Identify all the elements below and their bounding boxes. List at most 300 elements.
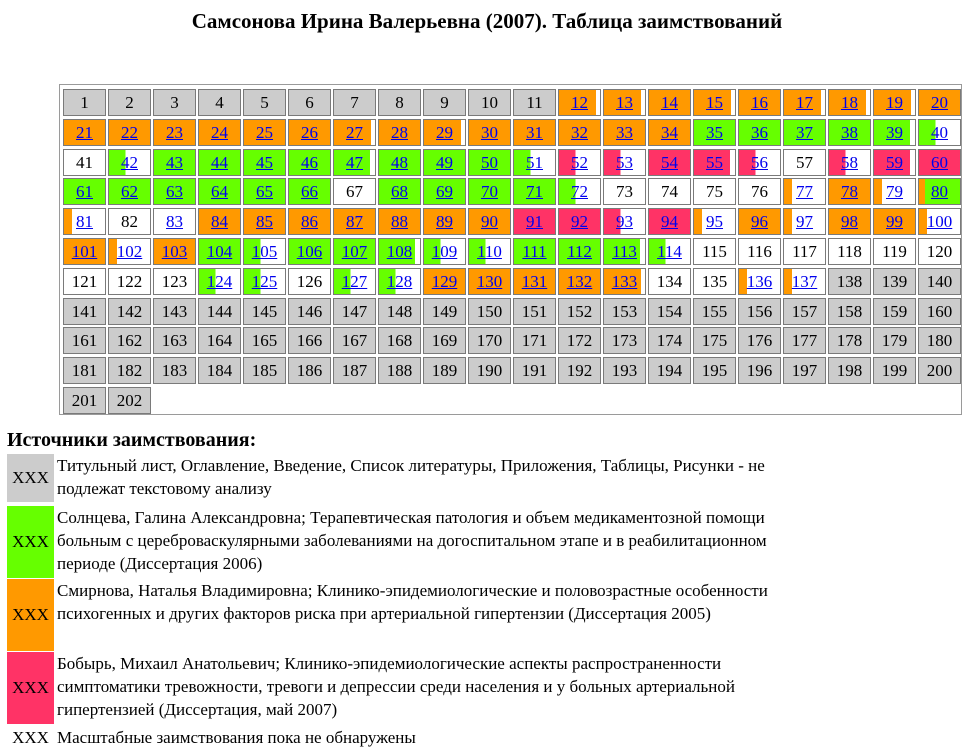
page-cell-88[interactable] xyxy=(378,208,421,235)
page-link[interactable]: 39 xyxy=(886,122,903,142)
page-title: Самсонова Ирина Валерьевна (2007). Таблица заимствований xyxy=(191,9,783,33)
page-link[interactable]: 46 xyxy=(301,152,318,172)
page-cell-80[interactable] xyxy=(918,178,961,205)
page-cell-129[interactable] xyxy=(423,268,466,295)
page-link[interactable]: 64 xyxy=(211,182,228,202)
page-link[interactable]: 65 xyxy=(256,182,273,202)
page-cell-33[interactable] xyxy=(603,119,646,146)
page-cell-107[interactable] xyxy=(333,238,376,265)
page-cell-98[interactable] xyxy=(828,208,871,235)
page-cell-95[interactable] xyxy=(693,208,736,235)
page-number: 170 xyxy=(476,331,503,351)
page-number: 182 xyxy=(116,361,143,381)
page-number: 75 xyxy=(706,182,723,202)
page-link[interactable]: 79 xyxy=(886,182,903,202)
page-link[interactable]: 88 xyxy=(391,212,408,232)
page-number: 141 xyxy=(71,301,98,321)
page-link[interactable]: 25 xyxy=(256,122,273,142)
page-cell-105[interactable] xyxy=(243,238,286,265)
page-cell-21[interactable] xyxy=(63,119,106,146)
page-cell-46[interactable] xyxy=(288,149,331,176)
page-link[interactable]: 18 xyxy=(841,93,858,112)
source-description: Солнцева, Галина Александровна; Терапевтическая патология и объем медикаментозной помощи больным с цереброваскулярными заболеваниями на догоспитальном этапе и в реабилитационном периоде (Диссертация 2006) xyxy=(57,508,767,573)
page-link[interactable]: 131 xyxy=(521,271,548,291)
page-cell-145 xyxy=(243,298,286,325)
page-cell-40[interactable] xyxy=(918,119,961,146)
page-cell-47[interactable] xyxy=(333,149,376,176)
page-link[interactable]: 23 xyxy=(166,122,183,142)
page-link[interactable]: 130 xyxy=(476,271,503,291)
page-link[interactable]: 12 xyxy=(571,93,588,112)
page-cell-81[interactable] xyxy=(63,208,106,235)
page-link[interactable]: 94 xyxy=(661,212,678,232)
page-cell-61[interactable] xyxy=(63,178,106,205)
page-link[interactable]: 28 xyxy=(391,122,408,142)
page-link[interactable]: 128 xyxy=(386,271,413,291)
source-description: Смирнова, Наталья Владимировна; Клинико-эпидемиологические и половозрастные особенности психогенных и других факторов риска при артериальной гипертензии (Диссертация 2005) xyxy=(57,581,768,623)
page-cell-147 xyxy=(333,298,376,325)
page-cell-100[interactable] xyxy=(918,208,961,235)
page-number: 144 xyxy=(206,301,233,321)
page-cell-114[interactable] xyxy=(648,238,691,265)
page-cell-170 xyxy=(468,327,511,354)
page-link[interactable]: 44 xyxy=(211,152,228,172)
page-cell-83[interactable] xyxy=(153,208,196,235)
page-number: 143 xyxy=(161,301,188,321)
page-link[interactable]: 50 xyxy=(481,152,498,172)
page-cell-17[interactable] xyxy=(783,89,826,116)
page-link[interactable]: 106 xyxy=(296,242,323,261)
page-cell-49[interactable] xyxy=(423,149,466,176)
page-number: 154 xyxy=(656,301,683,321)
page-link[interactable]: 51 xyxy=(526,152,543,172)
page-number: 126 xyxy=(296,271,323,291)
page-link[interactable]: 125 xyxy=(251,271,278,291)
page-cell-37[interactable] xyxy=(783,119,826,146)
page-link[interactable]: 89 xyxy=(436,212,453,232)
page-cell-68[interactable] xyxy=(378,178,421,205)
page-link[interactable]: 133 xyxy=(611,271,638,291)
page-cell-142 xyxy=(108,298,151,325)
page-cell-79[interactable] xyxy=(873,178,916,205)
page-number: 187 xyxy=(341,361,368,381)
page-cell-101[interactable] xyxy=(63,238,106,265)
page-cell-179 xyxy=(873,327,916,354)
page-cell-20[interactable] xyxy=(918,89,961,116)
page-cell-178 xyxy=(828,327,871,354)
page-link[interactable]: 105 xyxy=(251,242,278,261)
page-cell-26[interactable] xyxy=(288,119,331,146)
page-number: 189 xyxy=(431,361,458,381)
page-cell-141 xyxy=(63,298,106,325)
page-cell-110[interactable] xyxy=(468,238,511,265)
page-link[interactable]: 129 xyxy=(431,271,458,291)
page-cell-75 xyxy=(693,178,736,205)
page-cell-193 xyxy=(603,357,646,384)
page-link[interactable]: 84 xyxy=(211,212,228,232)
page-link[interactable]: 102 xyxy=(116,242,143,261)
page-cell-56[interactable] xyxy=(738,149,781,176)
page-link[interactable]: 98 xyxy=(841,212,858,232)
page-link[interactable]: 48 xyxy=(391,152,408,172)
page-link[interactable]: 40 xyxy=(931,122,948,142)
page-link[interactable]: 127 xyxy=(341,271,368,291)
page-cell-66[interactable] xyxy=(288,178,331,205)
page-number: 162 xyxy=(116,331,143,351)
page-cell-156 xyxy=(738,298,781,325)
page-link[interactable]: 137 xyxy=(791,271,818,291)
page-cell-137[interactable] xyxy=(783,268,826,295)
page-cell-42[interactable] xyxy=(108,149,151,176)
page-cell-24[interactable] xyxy=(198,119,241,146)
page-cell-94[interactable] xyxy=(648,208,691,235)
page-cell-45[interactable] xyxy=(243,149,286,176)
page-number: 139 xyxy=(881,271,908,291)
page-link[interactable]: 68 xyxy=(391,182,408,202)
page-link[interactable]: 77 xyxy=(796,182,813,202)
page-cell-55[interactable] xyxy=(693,149,736,176)
page-link[interactable]: 37 xyxy=(796,122,813,142)
page-cell-59[interactable] xyxy=(873,149,916,176)
page-link[interactable]: 72 xyxy=(571,182,588,202)
page-link[interactable]: 19 xyxy=(886,93,903,112)
page-cell-87[interactable] xyxy=(333,208,376,235)
page-number: 142 xyxy=(116,301,143,321)
page-cell-113[interactable] xyxy=(603,238,646,265)
page-number: 202 xyxy=(116,391,143,410)
page-number: 190 xyxy=(476,361,503,381)
page-cell-196 xyxy=(738,357,781,384)
page-cell-28[interactable] xyxy=(378,119,421,146)
page-number: 194 xyxy=(656,361,683,381)
page-link[interactable]: 92 xyxy=(571,212,588,232)
page-cell-31[interactable] xyxy=(513,119,556,146)
page-cell-112[interactable] xyxy=(558,238,601,265)
page-cell-197 xyxy=(783,357,826,384)
page-cell-89[interactable] xyxy=(423,208,466,235)
page-cell-99[interactable] xyxy=(873,208,916,235)
page-link[interactable]: 21 xyxy=(76,122,93,142)
page-cell-35[interactable] xyxy=(693,119,736,146)
page-link[interactable]: 35 xyxy=(706,122,723,142)
page-link[interactable]: 103 xyxy=(161,242,188,261)
page-cell-5 xyxy=(243,89,286,116)
page-number: 121 xyxy=(71,271,98,291)
page-cell-67 xyxy=(333,178,376,205)
page-cell-44[interactable] xyxy=(198,149,241,176)
page-link[interactable]: 38 xyxy=(841,122,858,142)
page-cell-14[interactable] xyxy=(648,89,691,116)
page-cell-162 xyxy=(108,327,151,354)
page-link[interactable]: 132 xyxy=(566,271,593,291)
page-cell-53[interactable] xyxy=(603,149,646,176)
page-number: 181 xyxy=(71,361,98,381)
page-cell-124[interactable] xyxy=(198,268,241,295)
page-cell-70[interactable] xyxy=(468,178,511,205)
page-cell-65[interactable] xyxy=(243,178,286,205)
page-number: 151 xyxy=(521,301,548,321)
page-cell-63[interactable] xyxy=(153,178,196,205)
page-cell-51[interactable] xyxy=(513,149,556,176)
page-link[interactable]: 108 xyxy=(386,242,413,261)
page-number: 122 xyxy=(116,271,143,291)
page-cell-16[interactable] xyxy=(738,89,781,116)
page-cell-127[interactable] xyxy=(333,268,376,295)
page-cell-186 xyxy=(288,357,331,384)
page-link[interactable]: 70 xyxy=(481,182,498,202)
source-description: Бобырь, Михаил Анатольевич; Клинико-эпидемиологические аспекты распространенности симптоматики тревожности, тревоги и депрессии среди населения и у больных артериальной гипертензией (Диссертация, май 2007) xyxy=(57,654,735,719)
sources-title: Источники заимствования: xyxy=(7,429,257,451)
page-cell-184 xyxy=(198,357,241,384)
page-cell-23[interactable] xyxy=(153,119,196,146)
page-link[interactable]: 26 xyxy=(301,122,318,142)
page-number: 159 xyxy=(881,301,908,321)
page-cell-136[interactable] xyxy=(738,268,781,295)
page-link[interactable]: 52 xyxy=(571,152,588,172)
page-cell-74 xyxy=(648,178,691,205)
page-cell-85[interactable] xyxy=(243,208,286,235)
page-cell-15[interactable] xyxy=(693,89,736,116)
page-cell-195 xyxy=(693,357,736,384)
page-cell-48[interactable] xyxy=(378,149,421,176)
page-cell-12[interactable] xyxy=(558,89,601,116)
page-link[interactable]: 16 xyxy=(751,93,768,112)
page-link[interactable]: 124 xyxy=(206,271,233,291)
page-number: 158 xyxy=(836,301,863,321)
page-link[interactable]: 24 xyxy=(211,122,228,142)
page-link[interactable]: 112 xyxy=(567,242,592,261)
page-link[interactable]: 107 xyxy=(341,242,368,261)
page-number: 148 xyxy=(386,301,413,321)
page-cell-50[interactable] xyxy=(468,149,511,176)
page-link[interactable]: 63 xyxy=(166,182,183,202)
page-cell-32[interactable] xyxy=(558,119,601,146)
page-number: 140 xyxy=(926,271,953,291)
page-link[interactable]: 59 xyxy=(886,152,903,172)
page-cell-108[interactable] xyxy=(378,238,421,265)
page-cell-115 xyxy=(693,238,736,265)
page-cell-43[interactable] xyxy=(153,149,196,176)
page-number: 156 xyxy=(746,301,773,321)
page-cell-169 xyxy=(423,327,466,354)
page-link[interactable]: 114 xyxy=(657,242,682,261)
page-cell-155 xyxy=(693,298,736,325)
page-link[interactable]: 60 xyxy=(931,152,948,172)
page-link[interactable]: 113 xyxy=(612,242,637,261)
page-cell-191 xyxy=(513,357,556,384)
page-cell-109[interactable] xyxy=(423,238,466,265)
page-cell-77[interactable] xyxy=(783,178,826,205)
page-cell-60[interactable] xyxy=(918,149,961,176)
page-number: 11 xyxy=(526,93,543,112)
page-cell-27[interactable] xyxy=(333,119,376,146)
page-cell-36[interactable] xyxy=(738,119,781,146)
page-cell-103[interactable] xyxy=(153,238,196,265)
page-cell-25[interactable] xyxy=(243,119,286,146)
page-link[interactable]: 43 xyxy=(166,152,183,172)
page-link[interactable]: 66 xyxy=(301,182,318,202)
page-cell-13[interactable] xyxy=(603,89,646,116)
page-cell-97[interactable] xyxy=(783,208,826,235)
page-cell-183 xyxy=(153,357,196,384)
page-link[interactable]: 87 xyxy=(346,212,363,232)
page-number: 115 xyxy=(702,242,727,261)
page-cell-161 xyxy=(63,327,106,354)
page-cell-171 xyxy=(513,327,556,354)
page-link[interactable]: 69 xyxy=(436,182,453,202)
page-link[interactable]: 80 xyxy=(931,182,948,202)
page-link[interactable]: 85 xyxy=(256,212,273,232)
page-cell-132[interactable] xyxy=(558,268,601,295)
page-link[interactable]: 54 xyxy=(661,152,678,172)
page-cell-172 xyxy=(558,327,601,354)
page-link[interactable]: 14 xyxy=(661,93,678,112)
page-cell-92[interactable] xyxy=(558,208,601,235)
page-cell-62[interactable] xyxy=(108,178,151,205)
page-link[interactable]: 13 xyxy=(616,93,633,112)
page-link[interactable]: 136 xyxy=(746,271,773,291)
page-link[interactable]: 78 xyxy=(841,182,858,202)
page-link[interactable]: 45 xyxy=(256,152,273,172)
page-cell-52[interactable] xyxy=(558,149,601,176)
page-link[interactable]: 20 xyxy=(931,93,948,112)
page-number: 147 xyxy=(341,301,368,321)
page-cell-38[interactable] xyxy=(828,119,871,146)
page-cell-39[interactable] xyxy=(873,119,916,146)
page-cell-54[interactable] xyxy=(648,149,691,176)
page-link[interactable]: 93 xyxy=(616,212,633,232)
page-cell-175 xyxy=(693,327,736,354)
page-number: 198 xyxy=(836,361,863,381)
page-link[interactable]: 104 xyxy=(206,242,233,261)
page-cell-64[interactable] xyxy=(198,178,241,205)
page-link[interactable]: 15 xyxy=(706,93,723,112)
page-number: 165 xyxy=(251,331,278,351)
page-cell-58[interactable] xyxy=(828,149,871,176)
page-link[interactable]: 22 xyxy=(121,122,138,142)
page-link[interactable]: 97 xyxy=(796,212,813,232)
page-number: 67 xyxy=(346,182,363,202)
page-cell-182 xyxy=(108,357,151,384)
page-link[interactable]: 61 xyxy=(76,182,93,202)
page-cell-93[interactable] xyxy=(603,208,646,235)
page-link[interactable]: 110 xyxy=(477,242,502,261)
page-link[interactable]: 32 xyxy=(571,122,588,142)
page-cell-167 xyxy=(333,327,376,354)
page-cell-133[interactable] xyxy=(603,268,646,295)
page-link[interactable]: 42 xyxy=(121,152,138,172)
page-cell-72[interactable] xyxy=(558,178,601,205)
page-number: 116 xyxy=(747,242,772,261)
page-cell-22[interactable] xyxy=(108,119,151,146)
page-link[interactable]: 27 xyxy=(346,122,363,142)
page-cell-91[interactable] xyxy=(513,208,556,235)
page-number: 195 xyxy=(701,361,728,381)
page-cell-19[interactable] xyxy=(873,89,916,116)
page-link[interactable]: 91 xyxy=(526,212,543,232)
source-swatch: XXX xyxy=(7,454,54,502)
page-link[interactable]: 109 xyxy=(431,242,458,261)
page-cell-106[interactable] xyxy=(288,238,331,265)
page-number: 41 xyxy=(76,152,93,172)
page-link[interactable]: 96 xyxy=(751,212,768,232)
page-link[interactable]: 86 xyxy=(301,212,318,232)
page-cell-18[interactable] xyxy=(828,89,871,116)
page-cell-29[interactable] xyxy=(423,119,466,146)
page-cell-34[interactable] xyxy=(648,119,691,146)
page-cell-190 xyxy=(468,357,511,384)
page-cell-164 xyxy=(198,327,241,354)
page-cell-187 xyxy=(333,357,376,384)
page-link[interactable]: 71 xyxy=(526,182,543,202)
page-link[interactable]: 49 xyxy=(436,152,453,172)
page-number: 177 xyxy=(791,331,818,351)
page-cell-131[interactable] xyxy=(513,268,556,295)
page-link[interactable]: 53 xyxy=(616,152,633,172)
page-cell-152 xyxy=(558,298,601,325)
page-link[interactable]: 90 xyxy=(481,212,498,232)
page-link[interactable]: 101 xyxy=(71,242,98,261)
page-link[interactable]: 17 xyxy=(796,93,813,112)
page-link[interactable]: 29 xyxy=(436,122,453,142)
page-cell-185 xyxy=(243,357,286,384)
page-cell-122 xyxy=(108,268,151,295)
page-cell-128[interactable] xyxy=(378,268,421,295)
page-link[interactable]: 47 xyxy=(346,152,363,172)
page-cell-130[interactable] xyxy=(468,268,511,295)
page-cell-104[interactable] xyxy=(198,238,241,265)
page-number: 146 xyxy=(296,301,323,321)
page-link[interactable]: 81 xyxy=(76,212,93,232)
page-cell-126 xyxy=(288,268,331,295)
page-link[interactable]: 111 xyxy=(522,242,547,261)
page-link[interactable]: 55 xyxy=(706,152,723,172)
page-link[interactable]: 30 xyxy=(481,122,498,142)
page-number: 155 xyxy=(701,301,728,321)
page-cell-84[interactable] xyxy=(198,208,241,235)
page-link[interactable]: 100 xyxy=(926,212,953,232)
page-link[interactable]: 62 xyxy=(121,182,138,202)
source-item xyxy=(7,454,967,502)
page-cell-90[interactable] xyxy=(468,208,511,235)
page-cell-149 xyxy=(423,298,466,325)
page-cell-111[interactable] xyxy=(513,238,556,265)
page-link[interactable]: 33 xyxy=(616,122,633,142)
page-cell-78[interactable] xyxy=(828,178,871,205)
page-number: 169 xyxy=(431,331,458,351)
page-cell-163 xyxy=(153,327,196,354)
page-link[interactable]: 34 xyxy=(661,122,678,142)
page-cell-86[interactable] xyxy=(288,208,331,235)
page-link[interactable]: 36 xyxy=(751,122,768,142)
page-link[interactable]: 58 xyxy=(841,152,858,172)
page-link[interactable]: 99 xyxy=(886,212,903,232)
page-cell-4 xyxy=(198,89,241,116)
page-link[interactable]: 31 xyxy=(526,122,543,142)
page-cell-30[interactable] xyxy=(468,119,511,146)
page-cell-102[interactable] xyxy=(108,238,151,265)
page-link[interactable]: 83 xyxy=(166,212,183,232)
page-cell-96[interactable] xyxy=(738,208,781,235)
page-cell-134 xyxy=(648,268,691,295)
page-cell-125[interactable] xyxy=(243,268,286,295)
page-cell-69[interactable] xyxy=(423,178,466,205)
page-link[interactable]: 95 xyxy=(706,212,723,232)
page-cell-8 xyxy=(378,89,421,116)
page-link[interactable]: 56 xyxy=(751,152,768,172)
page-cell-71[interactable] xyxy=(513,178,556,205)
page-cell-140 xyxy=(918,268,961,295)
